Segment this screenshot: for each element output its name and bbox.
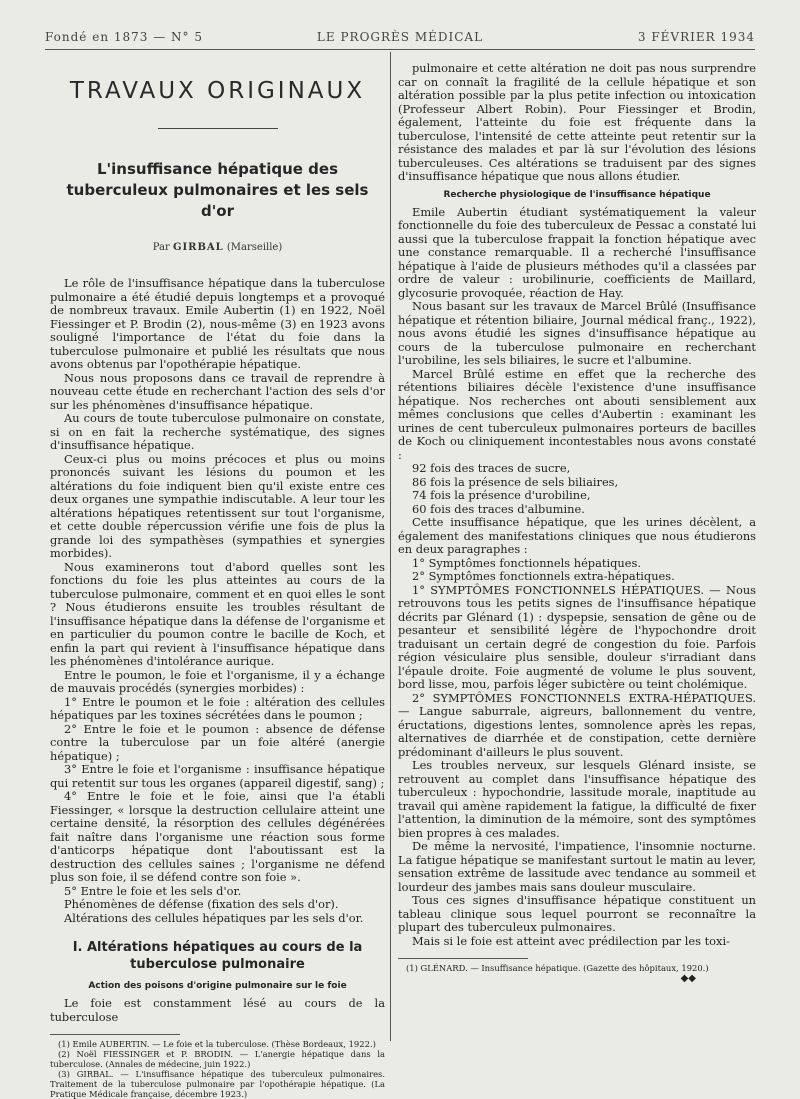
left-body: [50, 277, 385, 925]
paragraph: 60 fois des traces d'albumine.: [412, 501, 585, 516]
paragraph: 5° Entre le foie et les sels d'or.: [64, 883, 242, 898]
byline-prefix: Par: [152, 242, 170, 253]
footnote-rule: [398, 958, 528, 959]
header-founded: Fondé en 1873 — N° 5: [45, 30, 203, 44]
footnote-rule: [50, 1034, 180, 1035]
paragraph: Les troubles nerveux, sur lesquels Glénard insiste, se retrouvent au complet dans l'insuffisance hépatique des tuberculeux : hypochondrie, lassitude morale, inaptitude au travail qui amène rapidement la fatigue, la difficulté de fixer l'attention, la diminution de la mémoire, sont des symptômes bien propres à ces malades.: [398, 758, 756, 840]
footnote: (1) GLÉNARD. — Insuffisance hépatique. (Gazette des hôpitaux, 1920.): [406, 963, 709, 973]
paragraph: Entre le poumon, le foie et l'organisme, il y a échange de mauvais procédés (synergies morbides) :: [50, 667, 385, 695]
paragraph: Nous nous proposons dans ce travail de reprendre à nouveau cette étude en recherchant l'action des sels d'or sur les phénomènes d'insuffisance hépatique.: [50, 370, 385, 412]
right-column: [398, 62, 756, 984]
paragraph: 3° Entre le foie et l'organisme : insuffisance hépatique qui retentit sur tous les organes (appareil digestif, sang) ;: [50, 762, 385, 790]
header-date: 3 FÉVRIER 1934: [637, 30, 755, 44]
header-rule: [45, 49, 755, 50]
footnote: (1) Emile AUBERTIN. — Le foie et la tuberculose. (Thèse Bordeaux, 1922.): [58, 1039, 376, 1049]
subsection-heading: Action des poisons d'origine pulmonaire sur le foie: [88, 981, 347, 991]
paragraph: Emile Aubertin étudiant systématiquement la valeur fonctionnelle du foie des tuberculeux de Pessac a constaté lui aussi que la tuberculose frappait la fonction hépatique avec une constance remarquable. Il a recherché l'insuffisance hépatique à l'aide de plusieurs méthodes qu'il a classées par ordre de valeur : urobilinurie, coefficients de Maillard, glycosurie provoquée, réaction de Hay.: [398, 204, 756, 300]
author-place: (Marseille): [226, 242, 283, 253]
paragraph: Le rôle de l'insuffisance hépatique dans la tuberculose pulmonaire a été étudié depuis longtemps et a provoqué de nombreux travaux. Emile Aubertin (1) en 1922, Noël Fiessinger et P. Brodin (2), nous-même (3) en 1923 avons souligné l'importance de l'état du foie dans la tuberculose pulmonaire et publié les résultats que nous avons obtenus par l'opothérapie hépatique.: [50, 276, 385, 371]
column-divider: [390, 52, 391, 1041]
paragraph: Phénomènes de défense (fixation des sels d'or).: [64, 897, 339, 911]
paragraph: Nous basant sur les travaux de Marcel Brûlé (Insuffisance hépatique et rétention biliaire, Journal médical franç., 1922), nous avons étudié les signes d'insuffisance hépatique au cours de la tuberculose pulmonaire en recherchant l'urobiline, les sels biliaires, le sucre et l'albumine.: [398, 299, 756, 367]
right-body: [398, 206, 756, 949]
paragraph: 2° SYMPTÔMES FONCTIONNELS EXTRA-HÉPATIQUES. — Langue saburrale, aigreurs, ballonnement du ventre, éructations, digestions lentes, somnolence après les repas, alternatives de diarrhée et de constipation, cette dernière prédominant d'ailleurs le plus souvent.: [398, 690, 756, 759]
left-footnotes: [50, 1039, 385, 1099]
paragraph: Mais si le foie est atteint avec prédilection par les toxi-: [412, 933, 730, 948]
paragraph: 2° Symptômes fonctionnels extra-hépatiques.: [412, 569, 675, 583]
paragraph: 1° Entre le poumon et le foie : altération des cellules hépatiques par les toxines sécrétées dans le poumon ;: [50, 694, 385, 722]
section-heading: I. Altérations hépatiques au cours de la tuberculose pulmonaire: [72, 940, 363, 972]
article-title: L'insuffisance hépatique des tuberculeux pulmonaires et les sels d'or: [66, 160, 369, 220]
paragraph: 4° Entre le foie et le foie, ainsi que l'a établi Fiessinger, « lorsque la destruction cellulaire atteint une certaine densité, la résorption des cellules dégénérées fait naître dans l'organisme une réaction sous forme d'anticorps hépatique dont l'aboutissant est la destruction des cellules saines ; l'organisme ne défend plus son foie, il se défend contre son foie ».: [50, 789, 385, 884]
paragraph: 74 fois la présence d'urobiline,: [412, 488, 591, 502]
end-ornament: ◆◆: [680, 973, 696, 984]
running-header: [45, 30, 755, 46]
paragraph: De même la nervosité, l'impatience, l'insomnie nocturne. La fatigue hépatique se manifestant surtout le matin au lever, sensation extrême de lassitude avec tendance au sommeil et lourdeur des jambes mais sans douleur musculaire.: [398, 839, 756, 894]
subsection-heading-2: Recherche physiologique de l'insuffisance hépatique: [443, 189, 711, 200]
section-rubric: TRAVAUX ORIGINAUX: [69, 78, 366, 104]
author-name: GIRBAL: [172, 242, 224, 253]
byline: [50, 242, 385, 253]
paragraph: Au cours de toute tuberculose pulmonaire on constate, si on en fait la recherche systématique, des signes d'insuffisance hépatique.: [50, 411, 385, 452]
paragraph: Cette insuffisance hépatique, que les urines décèlent, a également des manifestations cliniques que nous étudierons en deux paragraphes :: [398, 515, 756, 556]
paragraph: 92 fois des traces de sucre,: [412, 461, 571, 475]
paragraph: Nous examinerons tout d'abord quelles sont les fonctions du foie les plus atteintes au cours de la tuberculose pulmonaire, comment et en quoi elles le sont ? Nous étudierons ensuite les troubles résultant de l'insuffisance hépatique dans la défense de l'organisme et en particulier du poumon contre le bacille de Koch, et enfin la part qui revient à l'insuffisance hépatique dans les phénomènes d'intolérance aurique.: [50, 559, 385, 668]
paragraph: 2° Entre le foie et le poumon : absence de défense contre la tuberculose par un foie altéré (anergie hépatique) ;: [50, 721, 385, 763]
paragraph: Marcel Brûlé estime en effet que la recherche des rétentions biliaires décèle l'existence d'une insuffisance hépatique. Nos recherches ont abouti sensiblement aux mêmes conclusions que celles d'Aubertin : examinant les urines de cent tuberculeux pulmonaires porteurs de bacilles de Koch ou cliniquement incontestables nous avons constaté :: [398, 366, 756, 462]
paragraph: 1° Symptômes fonctionnels hépatiques.: [412, 555, 641, 570]
paragraph: Altérations des cellules hépatiques par les sels d'or.: [64, 910, 364, 925]
left-column: [50, 62, 385, 1099]
paragraph: Tous ces signes d'insuffisance hépatique constituent un tableau clinique sous lequel pourront se reconnaître la plupart des tuberculeux pulmonaires.: [398, 893, 756, 934]
footnote: (3) GIRBAL. — L'insuffisance hépatique des tuberculeux pulmonaires. Traitement de la tuberculose pulmonaire par l'opothérapie hépatique. (La Pratique Médicale française, décembre 1923.): [50, 1069, 385, 1099]
footnote: (2) Noël FIESSINGER et P. BRODIN. — L'anergie hépatique dans la tuberculose. (Annales de médecine, juin 1922.): [50, 1049, 385, 1069]
paragraph: 1° SYMPTÔMES FONCTIONNELS HÉPATIQUES. — Nous retrouvons tous les petits signes de l'insuffisance hépatique décrits par Glénard (1) : dyspepsie, sensation de gêne ou de pesanteur et sensibilité légère de l'hypochondre droit traduisant un certain degré de congestion du foie. Parfois région vésiculaire plus sensible, douleur s'irradiant dans l'épaule droite. Foie augmenté de volume le plus souvent, bord lisse, mou, parfois léger subictère ou teint cholémique.: [398, 582, 756, 691]
paragraph: Ceux-ci plus ou moins précoces et plus ou moins prononcés suivant les lésions du poumon et les altérations du foie indiquent bien qu'il existe entre ces deux organes une sympathie indiscutable. A leur tour les altérations hépatiques retentissent sur tout l'organisme, et cette double répercussion vérifie une fois de plus la grande loi des sympathèses (sympathies et synergies morbides).: [50, 451, 385, 560]
paragraph: Le foie est constamment lésé au cours de la tuberculose: [50, 996, 385, 1024]
paragraph: pulmonaire et cette altération ne doit pas nous surprendre car on connaît la fragilité de la cellule hépatique et son altération possible par la plus petite infection ou intoxication (Professeur Albert Robin). Pour Fiessinger et Brodin, également, l'atteinte du foie est fréquente dans la tuberculose, l'intensité de cette atteinte peut retentir sur la résistance des malades et par là sur l'évolution des lésions tuberculeuses. Ces altérations se traduisent par des signes d'insuffisance hépatique que nous allons étudier.: [398, 61, 756, 183]
header-journal-title: LE PROGRÈS MÉDICAL: [316, 30, 484, 44]
right-body-top: [398, 62, 756, 184]
paragraph: 86 fois la présence de sels biliaires,: [412, 474, 619, 489]
rubric-rule: [158, 128, 278, 129]
